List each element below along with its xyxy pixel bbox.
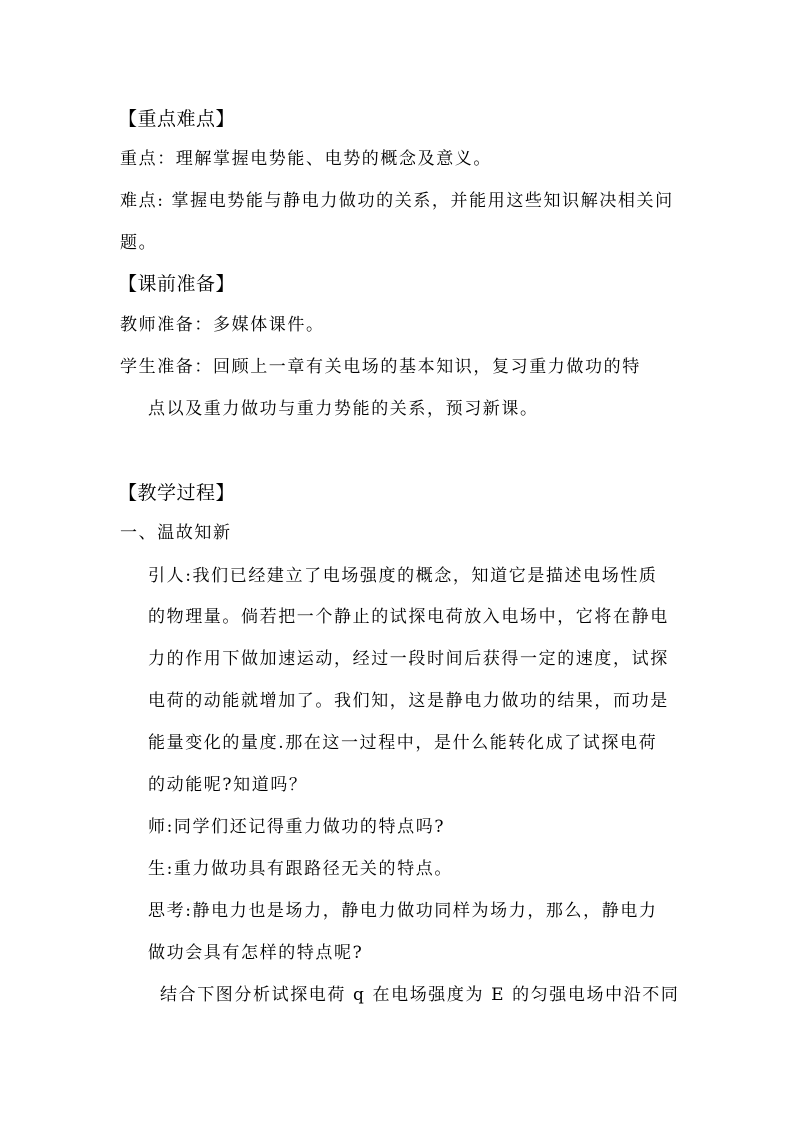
text-intro-line: 力的作用下做加速运动，经过一段时间后获得一定的速度，试探 [148, 649, 669, 669]
text-student-preparation-line2: 点以及重力做功与重力势能的关系，预习新课。 [148, 399, 539, 419]
text-think-line2: 做功会具有怎样的特点呢? [148, 943, 364, 963]
text-teacher-preparation: 教师准备：多媒体课件。 [120, 315, 325, 335]
text-focus: 重点：理解掌握电势能、电势的概念及意义。 [120, 149, 492, 169]
text-think-line1: 思考:静电力也是场力，静电力做功同样为场力，那么，静电力 [148, 901, 658, 921]
text-analysis: 结合下图分析试探电荷 q 在电场强度为 E 的匀强电场中沿不同 [160, 985, 680, 1005]
heading-preparation: 【课前准备】 [118, 273, 236, 295]
text-intro-line: 电荷的动能就增加了。我们知，这是静电力做功的结果，而功是 [148, 691, 669, 711]
text-part1-title: 一、温故知新 [120, 523, 232, 543]
text-difficulty-line1: 难点: 掌握电势能与静电力做功的关系，并能用这些知识解决相关问 [120, 191, 674, 211]
heading-teaching-process: 【教学过程】 [118, 482, 236, 504]
text-student-answer: 生:重力做功具有跟路径无关的特点。 [148, 859, 453, 879]
text-intro-line: 的物理量。倘若把一个静止的试探电荷放入电场中，它将在静电 [148, 607, 669, 627]
text-intro-line: 的动能呢?知道吗？ [148, 775, 308, 795]
text-difficulty-line2: 题。 [120, 233, 158, 253]
text-student-preparation-line1: 学生准备：回顾上一章有关电场的基本知识，复习重力做功的特 [120, 357, 641, 377]
text-teacher-question: 师:同学们还记得重力做功的特点吗? [148, 817, 446, 837]
heading-key-points: 【重点难点】 [118, 108, 236, 130]
text-intro-line: 引人:我们已经建立了电场强度的概念，知道它是描述电场性质 [148, 566, 658, 586]
text-intro-line: 能量变化的量度.那在这一过程中，是什么能转化成了试探电荷 [148, 733, 658, 753]
